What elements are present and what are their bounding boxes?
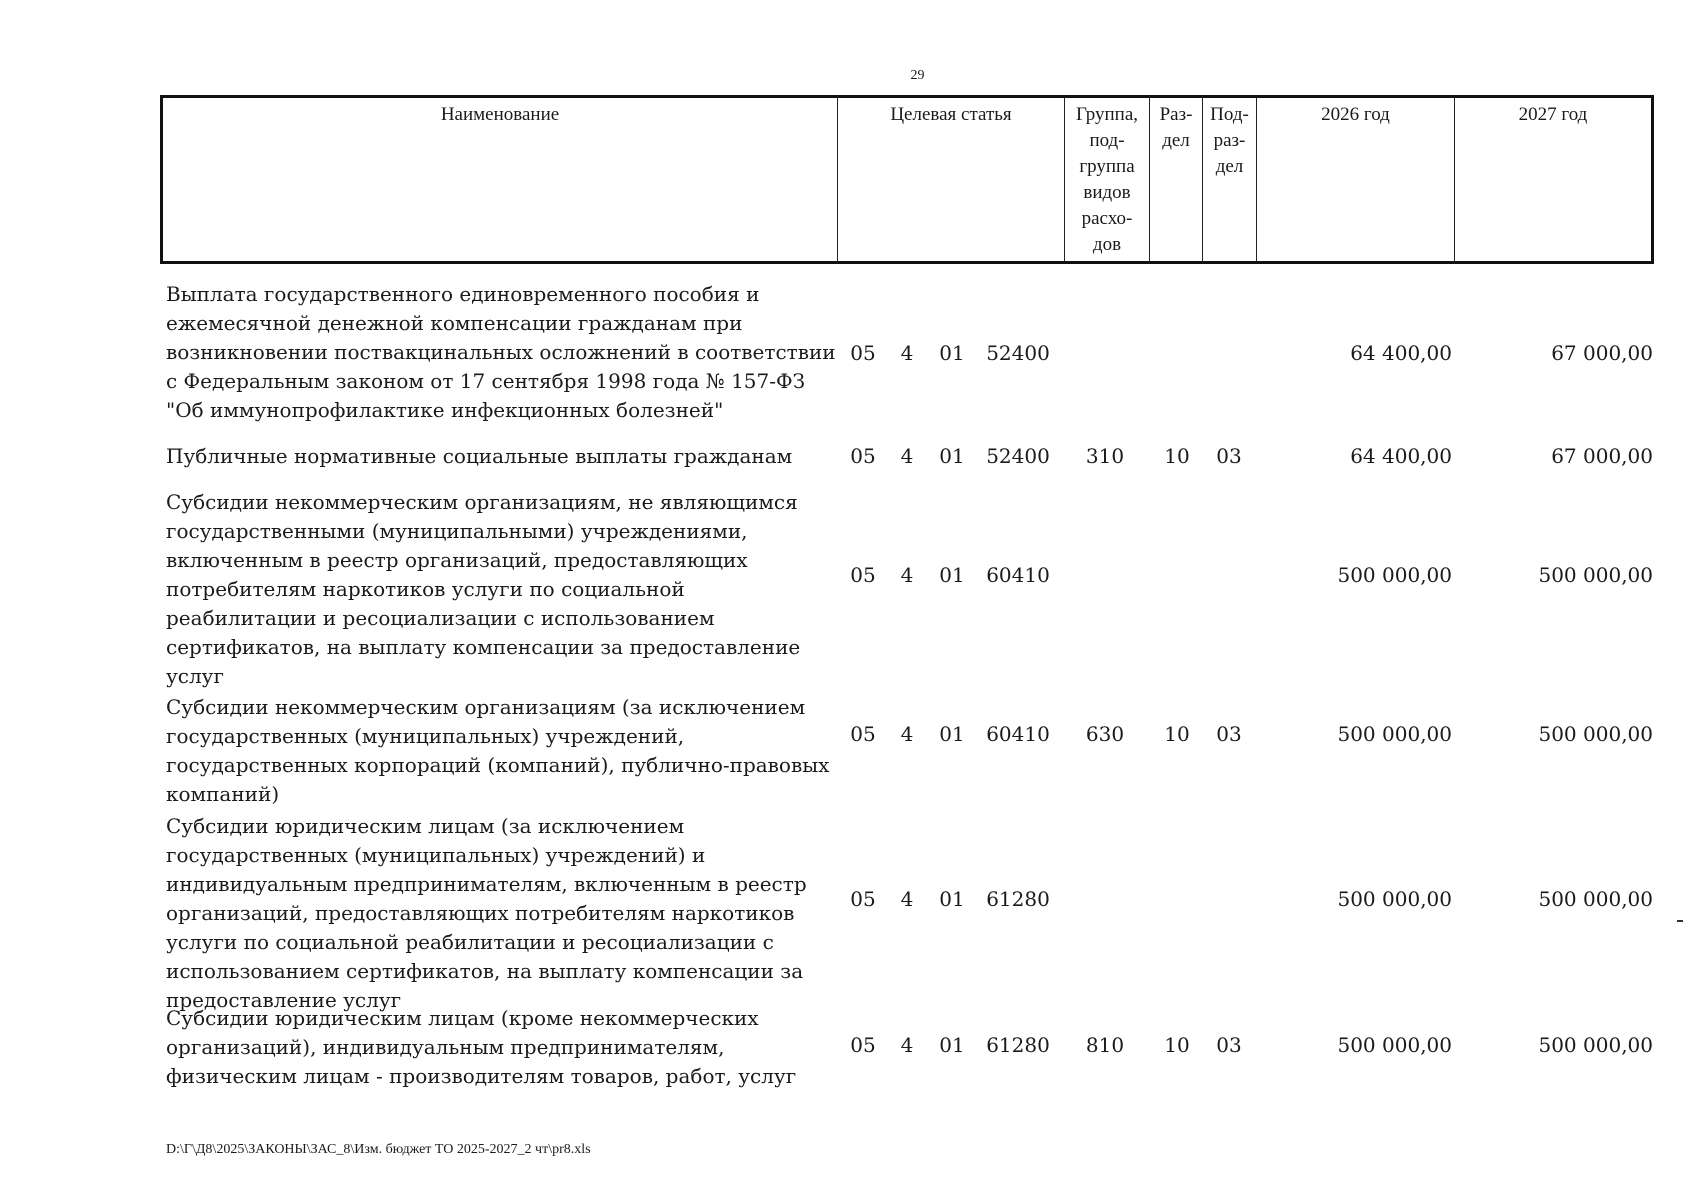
row-amount-2026: 500 000,00 — [1337, 563, 1452, 587]
header-subsection — [1203, 97, 1257, 263]
row-code-program: 05 — [850, 563, 876, 587]
row-expense-group: 630 — [1085, 722, 1125, 746]
header-target-article: Целевая статья — [838, 97, 1065, 263]
row-code-subprogram: 4 — [900, 1033, 914, 1057]
row-name: Субсидии юридическим лицам (за исключением государственных (муниципальных) учреждений) и индивидуальным предпринимателям, включенным в реестр организаций, предоставляющих потребителям наркотиков услуги по социальной реабилитации и ресоциализации с использованием сертификатов, на выплату компенсации за предоставление услуг — [166, 814, 807, 1012]
row-section: 10 — [1164, 444, 1190, 468]
row-expense-group: 810 — [1085, 1033, 1125, 1057]
row-amount-2027: 500 000,00 — [1538, 722, 1653, 746]
row-amount-2027: 500 000,00 — [1538, 887, 1653, 911]
row-amount-2026: 64 400,00 — [1350, 444, 1452, 468]
row-code-direction: 52400 — [986, 444, 1050, 468]
row-section: 10 — [1164, 1033, 1190, 1057]
row-code-event: 01 — [939, 722, 965, 746]
header-subsection-label: Под- раз- дел — [1210, 104, 1249, 177]
file-path-footer: D:\Г\Д8\2025\ЗАКОНЫ\ЗАС_8\Изм. бюджет ТО 2025-2027_2 чт\pr8.xls — [166, 1142, 591, 1157]
row-code-direction: 61280 — [986, 887, 1050, 911]
header-year-2027: 2027 год — [1455, 97, 1653, 263]
row-subsection: 03 — [1216, 722, 1242, 746]
row-code-direction: 61280 — [986, 1033, 1050, 1057]
margin-mark — [1677, 920, 1683, 922]
row-name: Публичные нормативные социальные выплаты гражданам — [166, 444, 793, 468]
row-expense-group: 310 — [1085, 444, 1125, 468]
row-code-subprogram: 4 — [900, 722, 914, 746]
row-amount-2027: 500 000,00 — [1538, 563, 1653, 587]
table-header — [160, 95, 1654, 264]
header-name: Наименование — [162, 97, 838, 263]
row-code-direction: 60410 — [986, 722, 1050, 746]
header-section — [1150, 97, 1203, 263]
row-name: Субсидии некоммерческим организациям, не являющимся государственными (муниципальными) учреждениями, включенным в реестр организаций, предоставляющих потребителям наркотиков услуги по социальной реабилитации и ресоциализации с использованием сертификатов, на выплату компенсации за предоставление услуг — [166, 490, 801, 688]
row-code-event: 01 — [939, 563, 965, 587]
row-amount-2026: 500 000,00 — [1337, 887, 1452, 911]
row-code-subprogram: 4 — [900, 887, 914, 911]
header-year-2026: 2026 год — [1257, 97, 1455, 263]
header-expense-group-label: Группа, под- группа видов расхо- дов — [1075, 104, 1139, 255]
row-code-event: 01 — [939, 341, 965, 365]
row-name: Субсидии некоммерческим организациям (за исключением государственных (муниципальных) учреждений, государственных корпораций (компаний), публично-правовых компаний) — [166, 695, 830, 806]
row-code-direction: 60410 — [986, 563, 1050, 587]
row-subsection: 03 — [1216, 1033, 1242, 1057]
row-amount-2027: 67 000,00 — [1551, 444, 1653, 468]
row-code-program: 05 — [850, 444, 876, 468]
row-code-program: 05 — [850, 1033, 876, 1057]
row-subsection: 03 — [1216, 444, 1242, 468]
row-section: 10 — [1164, 722, 1190, 746]
header-section-label: Раз- дел — [1159, 104, 1193, 151]
row-amount-2026: 500 000,00 — [1337, 1033, 1452, 1057]
row-amount-2027: 500 000,00 — [1538, 1033, 1653, 1057]
header-expense-group — [1065, 97, 1150, 263]
row-amount-2027: 67 000,00 — [1551, 341, 1653, 365]
row-code-program: 05 — [850, 341, 876, 365]
row-code-event: 01 — [939, 1033, 965, 1057]
row-amount-2026: 500 000,00 — [1337, 722, 1452, 746]
row-code-program: 05 — [850, 722, 876, 746]
row-code-program: 05 — [850, 887, 876, 911]
row-name: Субсидии юридическим лицам (кроме некоммерческих организаций), индивидуальным предпринимателям, физическим лицам - производителям товаров, работ, услуг — [166, 1006, 797, 1088]
row-code-subprogram: 4 — [900, 444, 914, 468]
row-code-subprogram: 4 — [900, 341, 914, 365]
row-code-event: 01 — [939, 887, 965, 911]
row-code-event: 01 — [939, 444, 965, 468]
row-name: Выплата государственного единовременного пособия и ежемесячной денежной компенсации гражданам при возникновении поствакцинальных осложнений в соответствии с Федеральным законом от 17 сентября 1998 года № 157-ФЗ "Об иммунопрофилактике инфекционных болезней" — [166, 282, 836, 422]
row-amount-2026: 64 400,00 — [1350, 341, 1452, 365]
row-code-direction: 52400 — [986, 341, 1050, 365]
page-number: 29 — [910, 68, 925, 83]
row-code-subprogram: 4 — [900, 563, 914, 587]
